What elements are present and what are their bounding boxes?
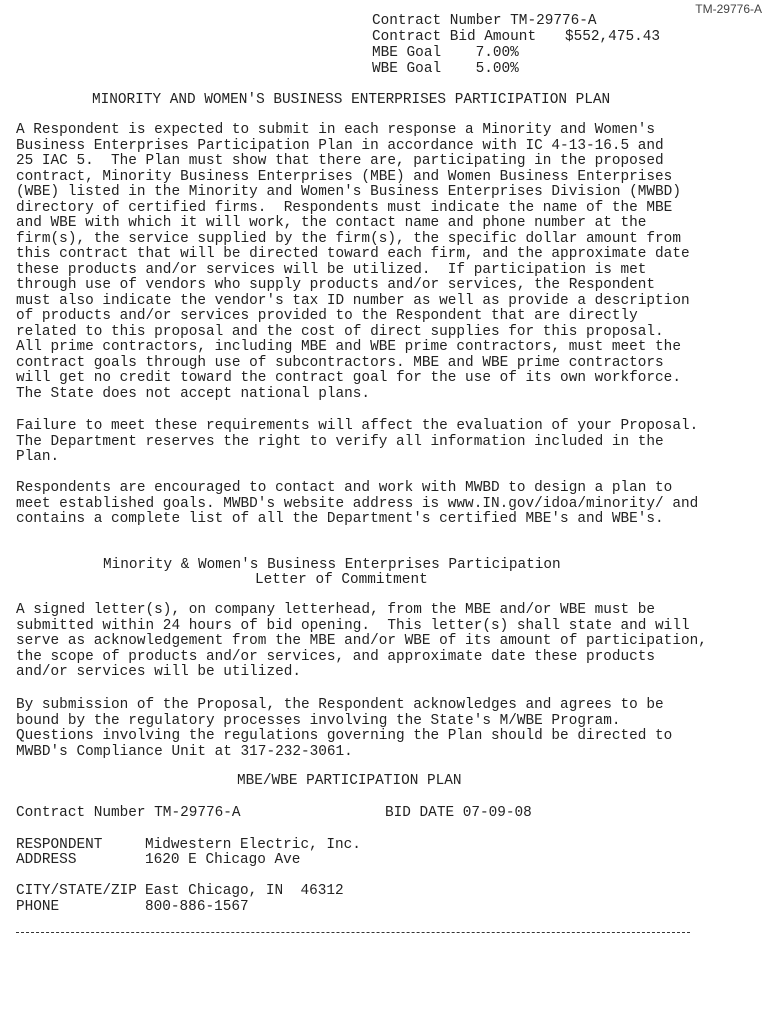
text-line: The State does not accept national plans. <box>16 385 371 402</box>
text-line: Business Enterprises Participation Plan in accordance with IC 4-13-16.5 and <box>16 137 664 154</box>
bid-amount-label: Contract Bid Amount <box>372 29 537 45</box>
form-contract-number: Contract Number TM-29776-A <box>16 805 241 821</box>
text-line: bound by the regulatory processes involving the State's M/WBE Program. <box>16 712 621 729</box>
text-line: MWBD's Compliance Unit at 317-232-3061. <box>16 743 353 760</box>
text-line: the scope of products and/or services, and approximate date these products <box>16 648 656 665</box>
text-line: submitted within 24 hours of bid opening. This letter(s) shall state and will <box>16 617 690 634</box>
text-line: of products and/or services provided to the Respondent that are directly <box>16 308 638 324</box>
text-line: Respondents are encouraged to contact and work with MWBD to design a plan to <box>16 480 673 496</box>
text-line: contract goals through use of subcontractors. MBE and WBE prime contractors <box>16 354 664 371</box>
dashed-divider <box>16 932 690 933</box>
text-line: By submission of the Proposal, the Respondent acknowledges and agrees to be <box>16 697 664 713</box>
text-line: Questions involving the regulations governing the Plan should be directed to <box>16 728 673 744</box>
text-line: 25 IAC 5. The Plan must show that there are, participating in the proposed <box>16 153 664 169</box>
subtitle-line2: Letter of Commitment <box>255 572 428 588</box>
address-label: ADDRESS <box>16 852 77 868</box>
text-line: and WBE with which it will work, the contact name and phone number at the <box>16 215 647 231</box>
contract-number: Contract Number TM-29776-A <box>372 13 597 29</box>
text-line: All prime contractors, including MBE and WBE prime contractors, must meet the <box>16 339 681 355</box>
text-line: contract, Minority Business Enterprises (MBE) and Women Business Enterprises <box>16 168 673 185</box>
paragraph-submission <box>16 698 672 760</box>
text-line: Plan. <box>16 449 60 465</box>
text-line: and/or services will be utilized. <box>16 664 301 680</box>
paragraph-letter <box>16 603 707 681</box>
text-line: related to this proposal and the cost of direct supplies for this proposal. <box>16 323 664 340</box>
respondent-label: RESPONDENT <box>16 837 103 853</box>
paragraph-contact <box>16 481 698 528</box>
text-line: A signed letter(s), on company letterhead, from the MBE and/or WBE must be <box>16 602 656 618</box>
city-label: CITY/STATE/ZIP <box>16 883 137 899</box>
text-line: A Respondent is expected to submit in each response a Minority and Women's <box>16 122 656 138</box>
document-id-stamp: TM-29776-A <box>695 2 762 16</box>
text-line: will get no credit toward the contract goal for the use of its own workforce. <box>16 370 681 386</box>
text-line: meet established goals. MWBD's website address is www.IN.gov/idoa/minority/ and <box>16 495 699 512</box>
respondent-value: Midwestern Electric, Inc. <box>145 837 361 853</box>
text-line: these products and/or services will be utilized. If participation is met <box>16 261 647 278</box>
bid-amount-value: $552,475.43 <box>565 29 660 45</box>
form-heading: MBE/WBE PARTICIPATION PLAN <box>237 773 462 789</box>
phone-label: PHONE <box>16 899 60 915</box>
paragraph-failure <box>16 419 698 466</box>
city-value: East Chicago, IN 46312 <box>145 883 344 899</box>
subtitle-line1: Minority & Women's Business Enterprises Participation <box>103 557 561 573</box>
text-line: directory of certified firms. Respondents must indicate the name of the MBE <box>16 199 673 216</box>
text-line: (WBE) listed in the Minority and Women's Business Enterprises Division (MWBD) <box>16 184 681 200</box>
text-line: serve as acknowledgement from the MBE and/or WBE of its amount of participation, <box>16 633 707 649</box>
address-value: 1620 E Chicago Ave <box>145 852 301 868</box>
mbe-goal: MBE Goal 7.00% <box>372 45 519 61</box>
text-line: this contract that will be directed toward each firm, and the approximate date <box>16 246 690 262</box>
text-line: through use of vendors who supply products and/or services, the Respondent <box>16 277 656 293</box>
text-line: The Department reserves the right to verify all information included in the <box>16 433 664 450</box>
paragraph-requirements <box>16 123 690 402</box>
wbe-goal: WBE Goal 5.00% <box>372 61 519 77</box>
text-line: Failure to meet these requirements will affect the evaluation of your Proposal. <box>16 418 699 434</box>
text-line: firm(s), the service supplied by the firm(s), the specific dollar amount from <box>16 230 681 247</box>
document-title: MINORITY AND WOMEN'S BUSINESS ENTERPRISES PARTICIPATION PLAN <box>92 92 611 108</box>
text-line: contains a complete list of all the Department's certified MBE's and WBE's. <box>16 511 664 527</box>
form-bid-date: BID DATE 07-09-08 <box>385 805 532 821</box>
text-line: must also indicate the vendor's tax ID number as well as provide a description <box>16 292 690 309</box>
phone-value: 800-886-1567 <box>145 899 249 915</box>
